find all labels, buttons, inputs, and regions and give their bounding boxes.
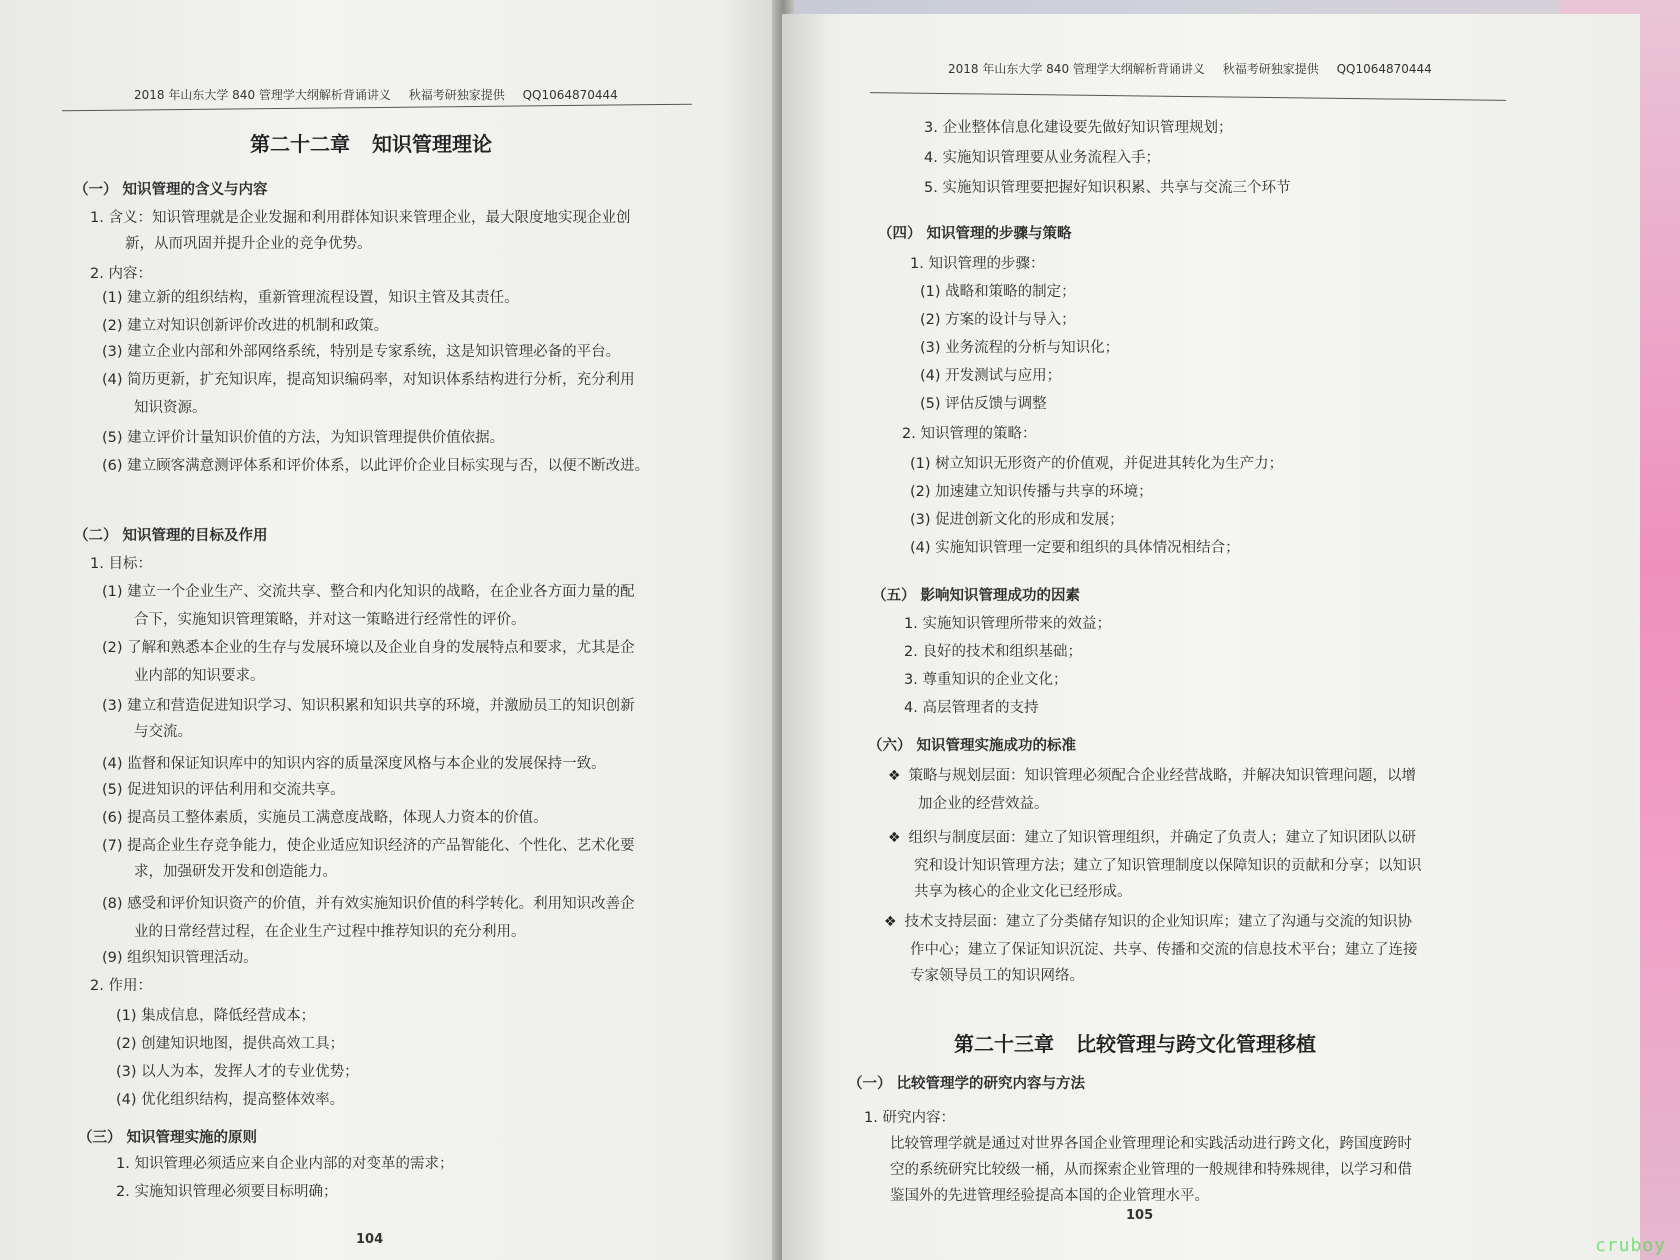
chapter-name: 比较管理与跨文化管理移植: [1076, 1032, 1316, 1056]
text-line: 业的日常经营过程，在企业生产过程中推荐知识的充分利用。: [134, 924, 526, 940]
text-line: 合下，实施知识管理策略，并对这一策略进行经常性的评价。: [134, 612, 526, 628]
bullet-line: [884, 912, 1412, 932]
chapter-number: 第二十三章: [954, 1032, 1054, 1056]
text-line: (3) 建立和营造促进知识学习、知识积累和知识共享的环境，并激励员工的知识创新: [102, 698, 635, 714]
text-line: 专家领导员工的知识网络。: [910, 968, 1084, 984]
text-line: 组织与制度层面：建立了知识管理组织，并确定了负责人；建立了知识团队以研: [908, 830, 1417, 846]
header-title: 2018 年山东大学 840 管理学大纲解析背诵讲义: [134, 88, 391, 102]
section-heading: （一） 比较管理学的研究内容与方法: [848, 1076, 1086, 1092]
text-line: 知识资源。: [134, 400, 207, 416]
text-line: 新，从而巩固并提升企业的竞争优势。: [125, 236, 372, 252]
chapter-number: 第二十二章: [250, 132, 350, 156]
text-line: (2) 加速建立知识传播与共享的环境；: [910, 484, 1153, 500]
section-heading: （二） 知识管理的目标及作用: [74, 528, 268, 544]
text-line: 究和设计知识管理方法；建立了知识管理制度以保障知识的贡献和分享；以知识: [914, 858, 1422, 874]
chapter-name: 知识管理理论: [372, 132, 492, 156]
text-line: 3. 尊重知识的企业文化；: [904, 672, 1068, 688]
watermark: cruboy: [1594, 1235, 1666, 1256]
text-line: (1) 树立知识无形资产的价值观，并促进其转化为生产力；: [910, 456, 1284, 472]
text-line: 5. 实施知识管理要把握好知识积累、共享与交流三个环节: [924, 180, 1291, 196]
header-qq: QQ1064870444: [1336, 62, 1432, 76]
text-line: 作中心；建立了保证知识沉淀、共享、传播和交流的信息技术平台；建立了连接: [910, 942, 1418, 958]
text-line: 加企业的经营效益。: [918, 796, 1049, 812]
text-line: 1. 研究内容：: [864, 1110, 955, 1126]
text-line: (9) 组织知识管理活动。: [102, 950, 258, 966]
text-line: (4) 监督和保证知识库中的知识内容的质量深度风格与本企业的发展保持一致。: [102, 756, 606, 772]
text-line: 1. 目标：: [90, 556, 152, 572]
header-provider: 秋福考研独家提供: [1222, 62, 1319, 76]
text-line: (4) 优化组织结构，提高整体效率。: [116, 1092, 345, 1108]
text-line: (5) 建立评价计量知识价值的方法，为知识管理提供价值依据。: [102, 430, 505, 446]
text-line: 2. 实施知识管理必须要目标明确；: [116, 1184, 338, 1200]
section-heading: （五） 影响知识管理成功的因素: [872, 588, 1081, 604]
text-line: 空的系统研究比较级一桶，从而探索企业管理的一般规律和特殊规律，以学习和借: [890, 1162, 1412, 1178]
text-line: (8) 感受和评价知识资产的价值，并有效实施知识价值的科学转化。利用知识改善企: [102, 896, 635, 912]
page-number: 104: [356, 1232, 384, 1247]
header-rule: [62, 104, 692, 112]
text-line: (6) 提高员工整体素质，实施员工满意度战略，体现人力资本的价值。: [102, 810, 548, 826]
bullet-line: [888, 828, 1416, 848]
text-line: 2. 内容：: [90, 266, 152, 282]
right-page-header: [948, 60, 1446, 77]
text-line: (2) 创建知识地图，提供高效工具；: [116, 1036, 345, 1052]
header-provider: 秋福考研独家提供: [408, 88, 505, 102]
text-line: (7) 提高企业生存竞争能力，使企业适应知识经济的产品智能化、个性化、艺术化要: [102, 838, 635, 854]
header-qq: QQ1064870444: [522, 88, 618, 102]
text-line: (2) 方案的设计与导入；: [920, 312, 1076, 328]
section-heading: （一） 知识管理的含义与内容: [74, 182, 268, 198]
text-line: 4. 实施知识管理要从业务流程入手；: [924, 150, 1160, 166]
text-line: 1. 知识管理必须适应来自企业内部的对变革的需求；: [116, 1156, 454, 1172]
header-title: 2018 年山东大学 840 管理学大纲解析背诵讲义: [948, 62, 1205, 76]
section-heading: （三） 知识管理实施的原则: [78, 1130, 258, 1146]
left-page: [0, 0, 780, 1260]
text-line: (5) 促进知识的评估利用和交流共享。: [102, 782, 345, 798]
chapter-title: [250, 128, 492, 157]
diamond-cluster-icon: ❖: [884, 914, 897, 930]
text-line: (3) 促进创新文化的形成和发展；: [910, 512, 1124, 528]
text-line: 与交流。: [134, 724, 192, 740]
text-line: 策略与规划层面：知识管理必须配合企业经营战略，并解决知识管理问题，以增: [908, 768, 1417, 784]
text-line: (6) 建立顾客满意测评体系和评价体系，以此评价企业目标实现与否，以便不断改进。: [102, 458, 650, 474]
text-line: (2) 了解和熟悉本企业的生存与发展环境以及企业自身的发展特点和要求，尤其是企: [102, 640, 635, 656]
right-page: [782, 14, 1640, 1260]
text-line: (2) 建立对知识创新评价改进的机制和政策。: [102, 318, 389, 334]
text-line: (4) 简历更新，扩充知识库，提高知识编码率，对知识体系结构进行分析，充分利用: [102, 372, 635, 388]
text-line: 1. 实施知识管理所带来的效益；: [904, 616, 1111, 632]
text-line: 业内部的知识要求。: [134, 668, 265, 684]
text-line: (1) 集成信息，降低经营成本；: [116, 1008, 316, 1024]
text-line: 共享为核心的企业文化已经形成。: [914, 884, 1132, 900]
text-line: (3) 业务流程的分析与知识化；: [920, 340, 1120, 356]
text-line: (1) 建立一个企业生产、交流共享、整合和内化知识的战略，在企业各方面力量的配: [102, 584, 635, 600]
text-line: 2. 良好的技术和组织基础；: [904, 644, 1082, 660]
text-line: (1) 建立新的组织结构，重新管理流程设置，知识主管及其责任。: [102, 290, 519, 306]
text-line: 3. 企业整体信息化建设要先做好知识管理规划；: [924, 120, 1233, 136]
text-line: 2. 作用：: [90, 978, 152, 994]
bullet-line: [888, 766, 1416, 786]
text-line: 求，加强研发开发和创造能力。: [134, 864, 337, 880]
text-line: (3) 建立企业内部和外部网络系统，特别是专家系统，这是知识管理必备的平台。: [102, 344, 621, 360]
text-line: 4. 高层管理者的支持: [904, 700, 1039, 716]
page-number: 105: [1126, 1208, 1154, 1223]
header-rule: [870, 92, 1506, 101]
text-line: 1. 知识管理的步骤：: [910, 256, 1045, 272]
text-line: (5) 评估反馈与调整: [920, 396, 1047, 412]
chapter-title: [954, 1028, 1316, 1057]
text-line: (4) 实施知识管理一定要和组织的具体情况相结合；: [910, 540, 1240, 556]
section-heading: （四） 知识管理的步骤与策略: [878, 226, 1072, 242]
text-line: (4) 开发测试与应用；: [920, 368, 1062, 384]
text-line: 鉴国外的先进管理经验提高本国的企业管理水平。: [890, 1188, 1209, 1204]
text-line: 1. 含义：知识管理就是企业发掘和利用群体知识来管理企业，最大限度地实现企业创: [90, 210, 631, 226]
text-line: 比较管理学就是通过对世界各国企业管理理论和实践活动进行跨文化，跨国度跨时: [890, 1136, 1412, 1152]
left-page-header: [134, 86, 632, 103]
diamond-cluster-icon: ❖: [888, 768, 901, 784]
text-line: 技术支持层面：建立了分类储存知识的企业知识库；建立了沟通与交流的知识协: [904, 914, 1413, 930]
section-heading: （六） 知识管理实施成功的标准: [868, 738, 1077, 754]
text-line: (3) 以人为本，发挥人才的专业优势；: [116, 1064, 359, 1080]
text-line: (1) 战略和策略的制定；: [920, 284, 1076, 300]
text-line: 2. 知识管理的策略：: [902, 426, 1037, 442]
diamond-cluster-icon: ❖: [888, 830, 901, 846]
